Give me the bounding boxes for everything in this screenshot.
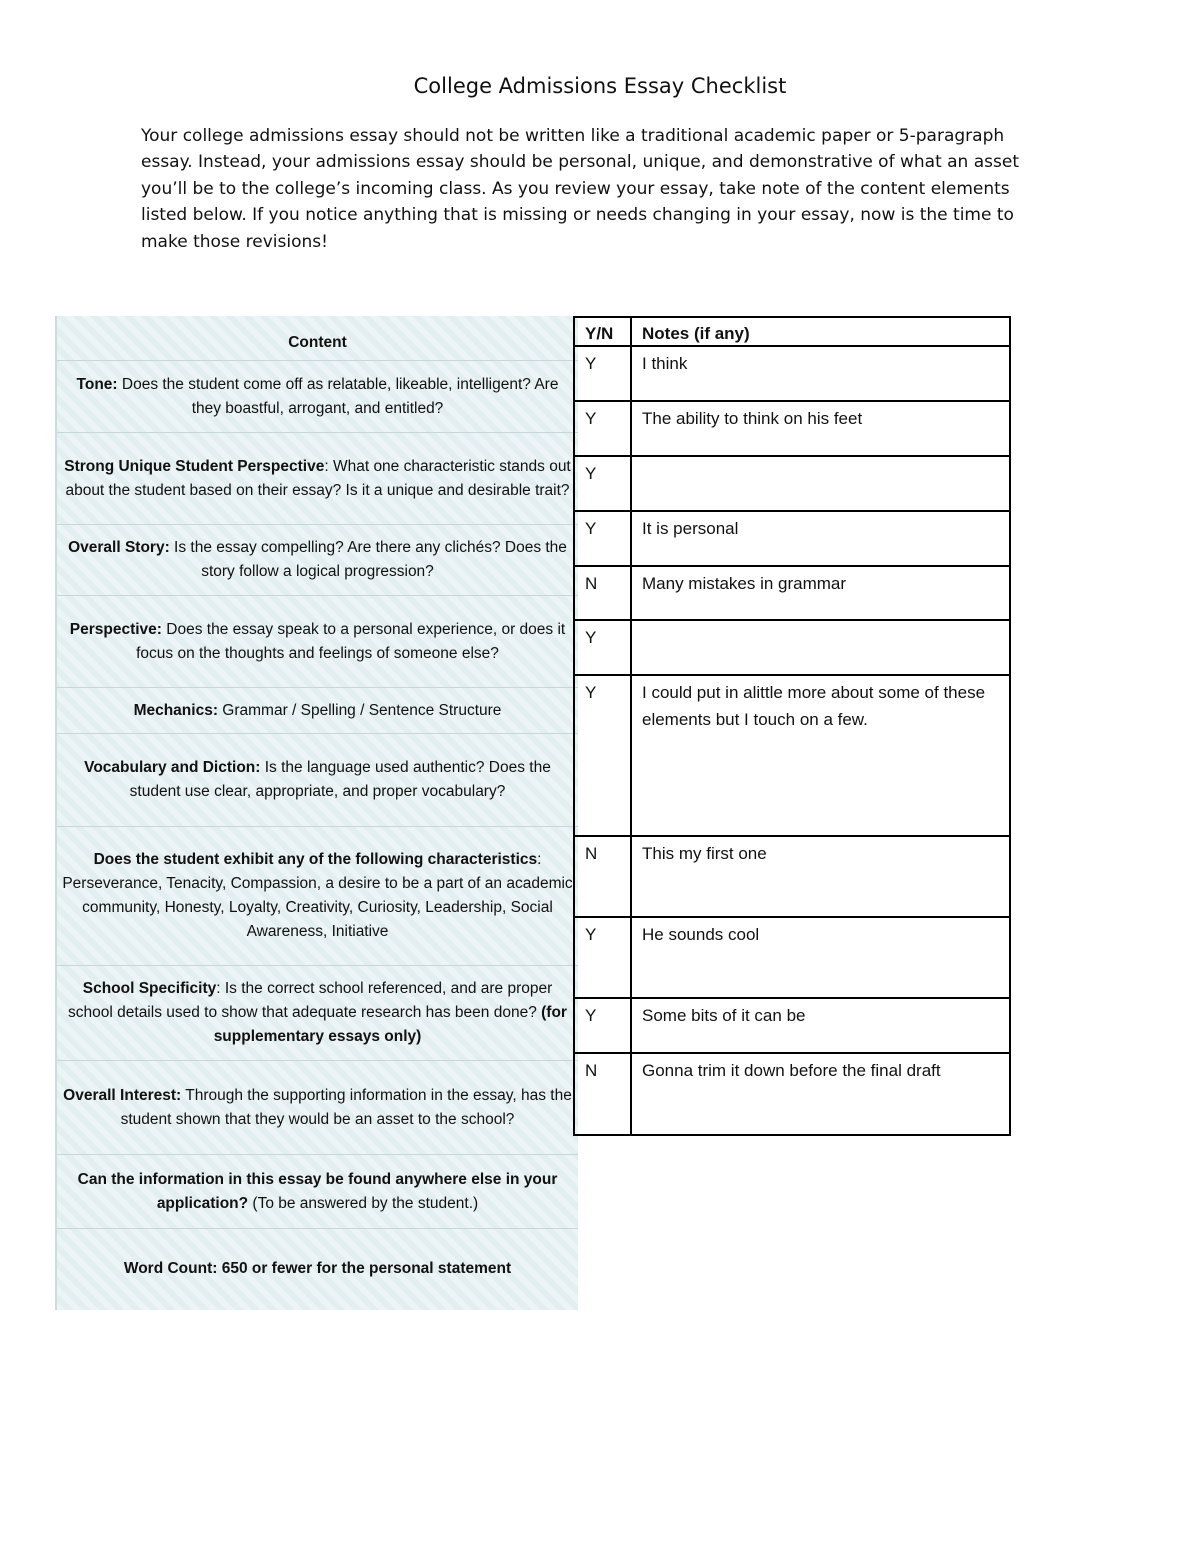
notes-cell[interactable]: I could put in alittle more about some of these elements but I touch on a few. bbox=[642, 683, 986, 729]
criterion-text: : What one characteristic stands out about the student based on their essay? Is it a unique and desirable trait? bbox=[65, 457, 571, 499]
content-criteria-column bbox=[55, 316, 578, 1310]
yn-cell[interactable]: Y bbox=[575, 347, 632, 400]
criterion-row bbox=[57, 827, 578, 966]
criterion-text: Through the supporting information in the essay, has the student shown that they would be an asset to the school? bbox=[120, 1086, 572, 1128]
yn-cell[interactable]: Y bbox=[575, 676, 632, 835]
notes-cell[interactable]: Gonna trim it down before the final draft bbox=[642, 1061, 941, 1080]
response-row bbox=[575, 1054, 1009, 1134]
criterion-row bbox=[57, 1229, 578, 1308]
notes-cell[interactable]: The ability to think on his feet bbox=[642, 409, 863, 428]
notes-cell[interactable]: Many mistakes in grammar bbox=[642, 574, 847, 593]
criterion-row bbox=[57, 1155, 578, 1229]
criterion-title: Can the information in this essay be found anywhere else in your application? bbox=[77, 1170, 558, 1212]
yn-header: Y/N bbox=[575, 318, 632, 345]
yn-cell[interactable]: Y bbox=[575, 457, 632, 510]
criterion-text: Is the essay compelling? Are there any clichés? Does the story follow a logical progression? bbox=[169, 539, 567, 580]
criterion-text: (To be answered by the student.) bbox=[248, 1194, 479, 1212]
intro-paragraph: Your college admissions essay should not be written like a traditional academic paper or 5-paragraph essay. Instead, your admissions essay should be personal, unique, and demonstrative of what an asset you’ll be to the college’s incoming class. As you review your essay, take note of the content elements listed below. If you notice anything that is missing or needs changing in your essay, now is the time to make those revisions! bbox=[141, 126, 1019, 252]
criterion-row bbox=[57, 433, 578, 525]
content-header: Content bbox=[57, 316, 578, 361]
response-row bbox=[575, 918, 1009, 999]
notes-cell[interactable]: This my first one bbox=[642, 844, 767, 863]
yn-cell[interactable]: Y bbox=[575, 999, 632, 1052]
criterion-text: : Is the correct school referenced, and are proper school details used to show that adequate research has been done? bbox=[68, 980, 553, 1021]
yn-cell[interactable]: Y bbox=[575, 402, 632, 455]
criterion-row bbox=[57, 688, 578, 734]
yn-cell[interactable]: N bbox=[575, 837, 632, 916]
criterion-row bbox=[57, 966, 578, 1061]
yn-cell[interactable]: N bbox=[575, 1054, 632, 1134]
criterion-text: Does the student come off as relatable, likeable, intelligent? Are they boastful, arrogant, and entitled? bbox=[117, 375, 559, 417]
response-row bbox=[575, 676, 1009, 837]
criterion-title: School Specificity bbox=[82, 980, 217, 997]
criterion-text: Is the language used authentic? Does the student use clear, appropriate, and proper vocabulary? bbox=[129, 759, 551, 800]
criterion-title: Overall Interest: bbox=[63, 1086, 182, 1104]
response-table bbox=[573, 316, 1011, 1136]
criterion-title: Perspective: bbox=[69, 620, 162, 638]
criterion-title: Tone: bbox=[76, 375, 118, 393]
yn-cell[interactable]: Y bbox=[575, 918, 632, 997]
criterion-row bbox=[57, 1061, 578, 1155]
criterion-title: Does the student exhibit any of the following characteristics bbox=[93, 851, 538, 868]
response-header-row bbox=[575, 318, 1009, 347]
criterion-row bbox=[57, 525, 578, 596]
yn-cell[interactable]: Y bbox=[575, 621, 632, 674]
response-row bbox=[575, 512, 1009, 567]
notes-header: Notes (if any) bbox=[642, 324, 750, 343]
response-row bbox=[575, 347, 1009, 402]
response-row bbox=[575, 999, 1009, 1054]
criterion-text: : Perseverance, Tenacity, Compassion, a desire to be a part of an academic community, Honesty, Loyalty, Creativity, Curiosity, Leadership, Social Awareness, Initiative bbox=[62, 851, 573, 940]
criterion-title: Strong Unique Student Perspective bbox=[64, 457, 325, 475]
criterion-note: (for supplementary essays only) bbox=[213, 1004, 567, 1045]
notes-cell[interactable] bbox=[632, 457, 1009, 510]
criterion-title: Overall Story: bbox=[68, 539, 170, 556]
criterion-row bbox=[57, 361, 578, 433]
criterion-title: Word Count: 650 or fewer for the personal statement bbox=[123, 1259, 512, 1277]
notes-cell[interactable]: Some bits of it can be bbox=[642, 1006, 806, 1025]
response-row bbox=[575, 837, 1009, 918]
criterion-title: Mechanics: bbox=[133, 701, 218, 719]
notes-cell[interactable]: I think bbox=[642, 354, 688, 373]
yn-cell[interactable]: N bbox=[575, 567, 632, 619]
notes-cell[interactable] bbox=[632, 621, 1009, 674]
response-row bbox=[575, 457, 1009, 512]
response-row bbox=[575, 567, 1009, 621]
criterion-title: Vocabulary and Diction: bbox=[84, 759, 261, 776]
notes-cell[interactable]: He sounds cool bbox=[642, 925, 760, 944]
criterion-text: Does the essay speak to a personal experience, or does it focus on the thoughts and feelings of someone else? bbox=[136, 620, 566, 662]
criterion-row bbox=[57, 734, 578, 827]
response-row bbox=[575, 402, 1009, 457]
notes-cell[interactable]: It is personal bbox=[642, 519, 739, 538]
criterion-row bbox=[57, 596, 578, 688]
criterion-text: Grammar / Spelling / Sentence Structure bbox=[217, 701, 502, 719]
yn-cell[interactable]: Y bbox=[575, 512, 632, 565]
response-row bbox=[575, 621, 1009, 676]
page-title: College Admissions Essay Checklist bbox=[413, 74, 787, 98]
